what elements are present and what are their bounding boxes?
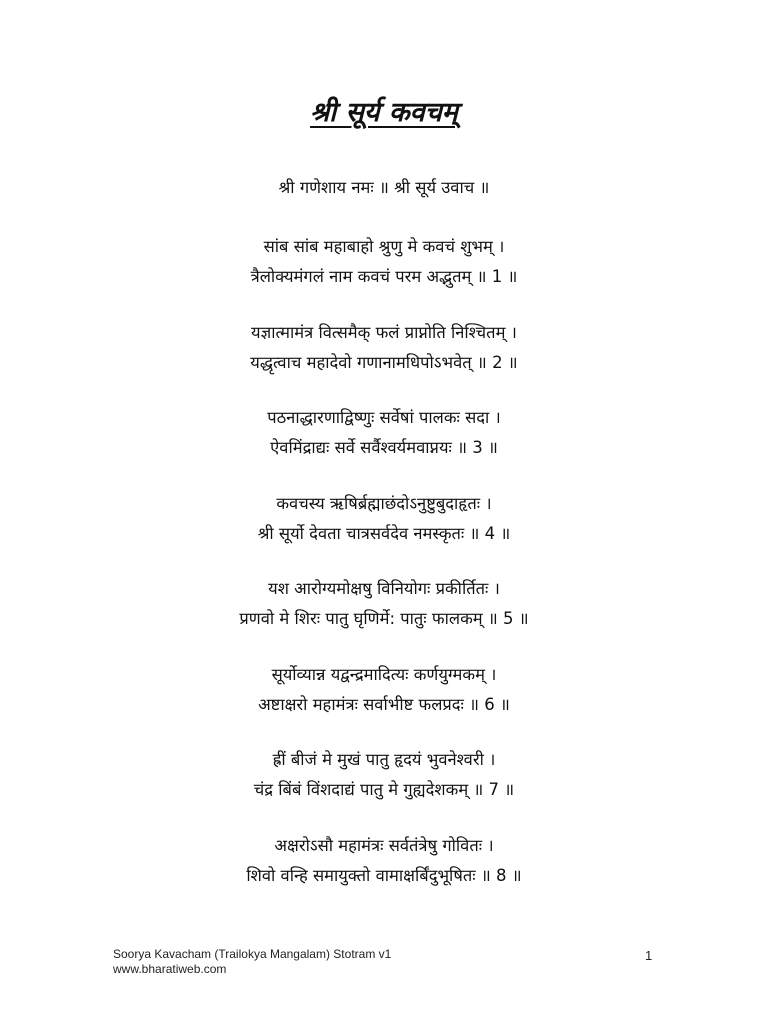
verse-line-first: कवचस्य ऋषिर्ब्रह्माछंदोऽनुष्टुबुदाहृतः । (276, 493, 492, 513)
invocation-line: श्री गणेशाय नमः ॥ श्री सूर्य उवाच ॥ (278, 178, 490, 197)
verse-3 (0, 403, 768, 489)
page-footer (113, 947, 391, 977)
verse-line-first: सांब सांब महाबाहो श्रुणु मे कवचं शुभम् । (263, 237, 505, 256)
verse-line-second: ऐवमिंद्राद्यः सर्वे सर्वैश्वर्यमवाप्नयः ॥ 3 ॥ (270, 438, 498, 457)
verse-line-first: सूर्योव्यान्न यद्वन्द्रमादित्यः कर्णयुग्मकम् । (271, 664, 497, 684)
verse-2 (0, 318, 768, 404)
page-number: 1 (645, 948, 653, 963)
verse-line-first: पठनाद्धारणाद्विष्णुः सर्वेषां पालकः सदा । (267, 408, 501, 427)
verse-line-first: यश आरोग्यमोक्षषु विनियोगः प्रकीर्तितः । (268, 579, 500, 598)
verse-8 (0, 831, 768, 917)
verse-list (0, 232, 768, 916)
verse-line-first: ह्रीं बीजं मे मुखं पातु हृदयं भुवनेश्वरी । (272, 750, 496, 769)
verse-line-second: यद्धृत्वाच महादेवो गणानामधिपोऽभवेत् ॥ 2 ॥ (250, 352, 518, 372)
footer-document-title: Soorya Kavacham (Trailokya Mangalam) Stotram v1 (113, 947, 392, 961)
verse-6 (0, 660, 768, 746)
verse-line-second: श्री सूर्यो देवता चात्रसर्वदेव नमस्कृतः ॥ 4 ॥ (257, 523, 511, 543)
verse-line-second: त्रैलोक्यमंगलं नाम कवचं परम अद्भुतम् ॥ 1 ॥ (250, 267, 518, 286)
verse-5 (0, 574, 768, 660)
verse-1 (0, 232, 768, 318)
footer-website: www.bharatiweb.com (113, 962, 227, 976)
verse-line-second: प्रणवो मे शिरः पातु घृणिर्मे: पातुः फालकम् ॥ 5 ॥ (239, 609, 529, 628)
page-title-text: श्री सूर्य कवचम् (310, 97, 458, 128)
verse-line-first: अक्षरोऽसौ महामंत्रः सर्वतंत्रेषु गोवितः । (274, 835, 494, 855)
verse-4 (0, 489, 768, 575)
verse-line-first: यज्ञात्मामंत्र वित्समैक् फलं प्राप्नोति निश्चितम् । (251, 322, 517, 342)
verse-line-second: शिवो वन्हि समायुक्तो वामाक्षर्बिंदुभूषितः ॥ 8 ॥ (246, 865, 522, 885)
page-title (0, 92, 768, 129)
verse-line-second: चंद्र बिंबं विंशदाद्यं पातु मे गुह्यदेशकम् ॥ 7 ॥ (253, 780, 515, 799)
verse-line-second: अष्टाक्षरो महामंत्रः सर्वाभीष्ट फलप्रदः ॥ 6 ॥ (258, 694, 510, 714)
verse-7 (0, 745, 768, 831)
